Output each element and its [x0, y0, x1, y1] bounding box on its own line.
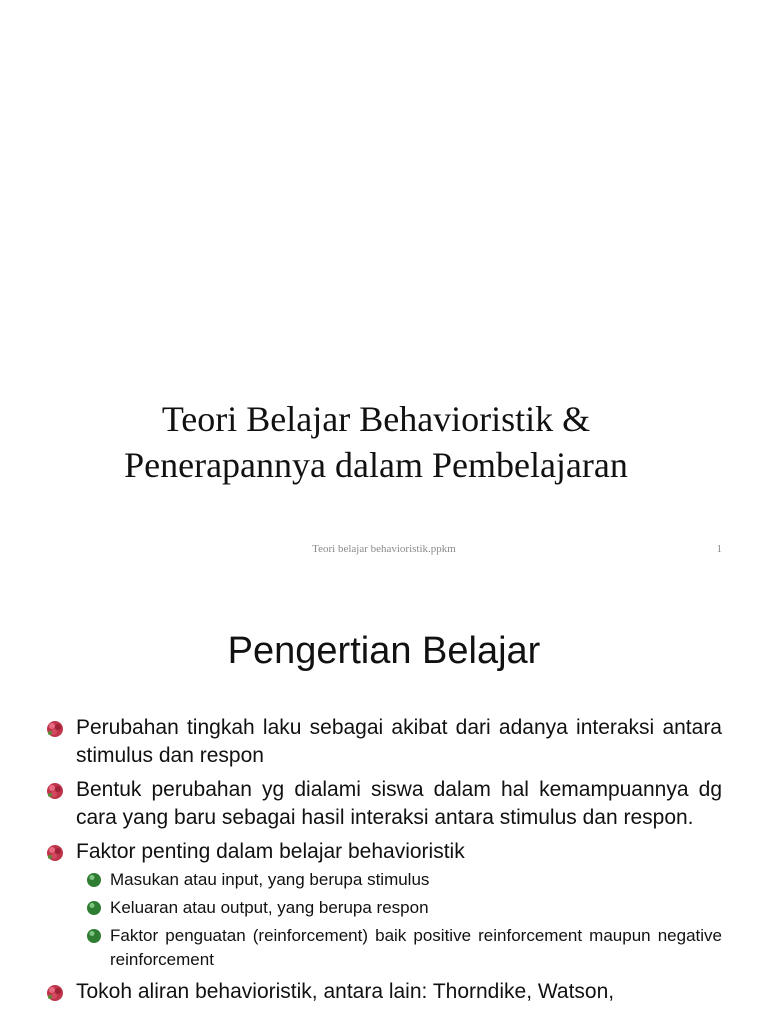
- red-flower-bullet-icon: [46, 782, 64, 800]
- slide-1-footer: Teori belajar behavioristik.ppkm: [312, 543, 456, 555]
- red-flower-bullet-icon: [46, 720, 64, 738]
- bullet-text: Tokoh aliran behavioristik, antara lain: Thorndike, Watson,: [76, 980, 615, 1003]
- bullet-text: Faktor penting dalam belajar behavioristik: [76, 840, 465, 863]
- bullet-item: [44, 838, 722, 972]
- sub-bullet-item: [76, 896, 722, 920]
- bullet-item: [44, 978, 722, 1006]
- sub-bullet-item: [76, 868, 722, 892]
- green-ball-bullet-icon: [86, 928, 102, 944]
- green-ball-bullet-icon: [86, 872, 102, 888]
- bullet-item: [44, 714, 722, 770]
- bullet-list: [44, 714, 722, 1012]
- bullet-text: Bentuk perubahan yg dialami siswa dalam hal kemampuannya dg cara yang baru sebagai hasil interaksi antara stimulus dan respon.: [76, 778, 722, 829]
- slide-2-title: Pengertian Belajar: [227, 630, 541, 672]
- green-ball-bullet-icon: [86, 900, 102, 916]
- slide-1-title: [96, 396, 656, 488]
- sub-bullet-item: [76, 924, 722, 972]
- slide-1-page-number: 1: [716, 543, 722, 555]
- bullet-item: [44, 776, 722, 832]
- red-flower-bullet-icon: [46, 984, 64, 1002]
- slide-2: [0, 576, 768, 1024]
- sub-bullet-text: Faktor penguatan (reinforcement) baik positive reinforcement maupun negative reinforcement: [110, 926, 722, 969]
- bullet-text: Perubahan tingkah laku sebagai akibat dari adanya interaksi antara stimulus dan respon: [76, 716, 722, 767]
- sub-bullet-list: [76, 868, 722, 972]
- slide-1-title-line-2: Penerapannya dalam Pembelajaran: [124, 445, 628, 485]
- slide-1-title-line-1: Teori Belajar Behavioristik &: [161, 399, 591, 439]
- sub-bullet-text: Keluaran atau output, yang berupa respon: [110, 898, 429, 917]
- red-flower-bullet-icon: [46, 844, 64, 862]
- sub-bullet-text: Masukan atau input, yang berupa stimulus: [110, 870, 430, 889]
